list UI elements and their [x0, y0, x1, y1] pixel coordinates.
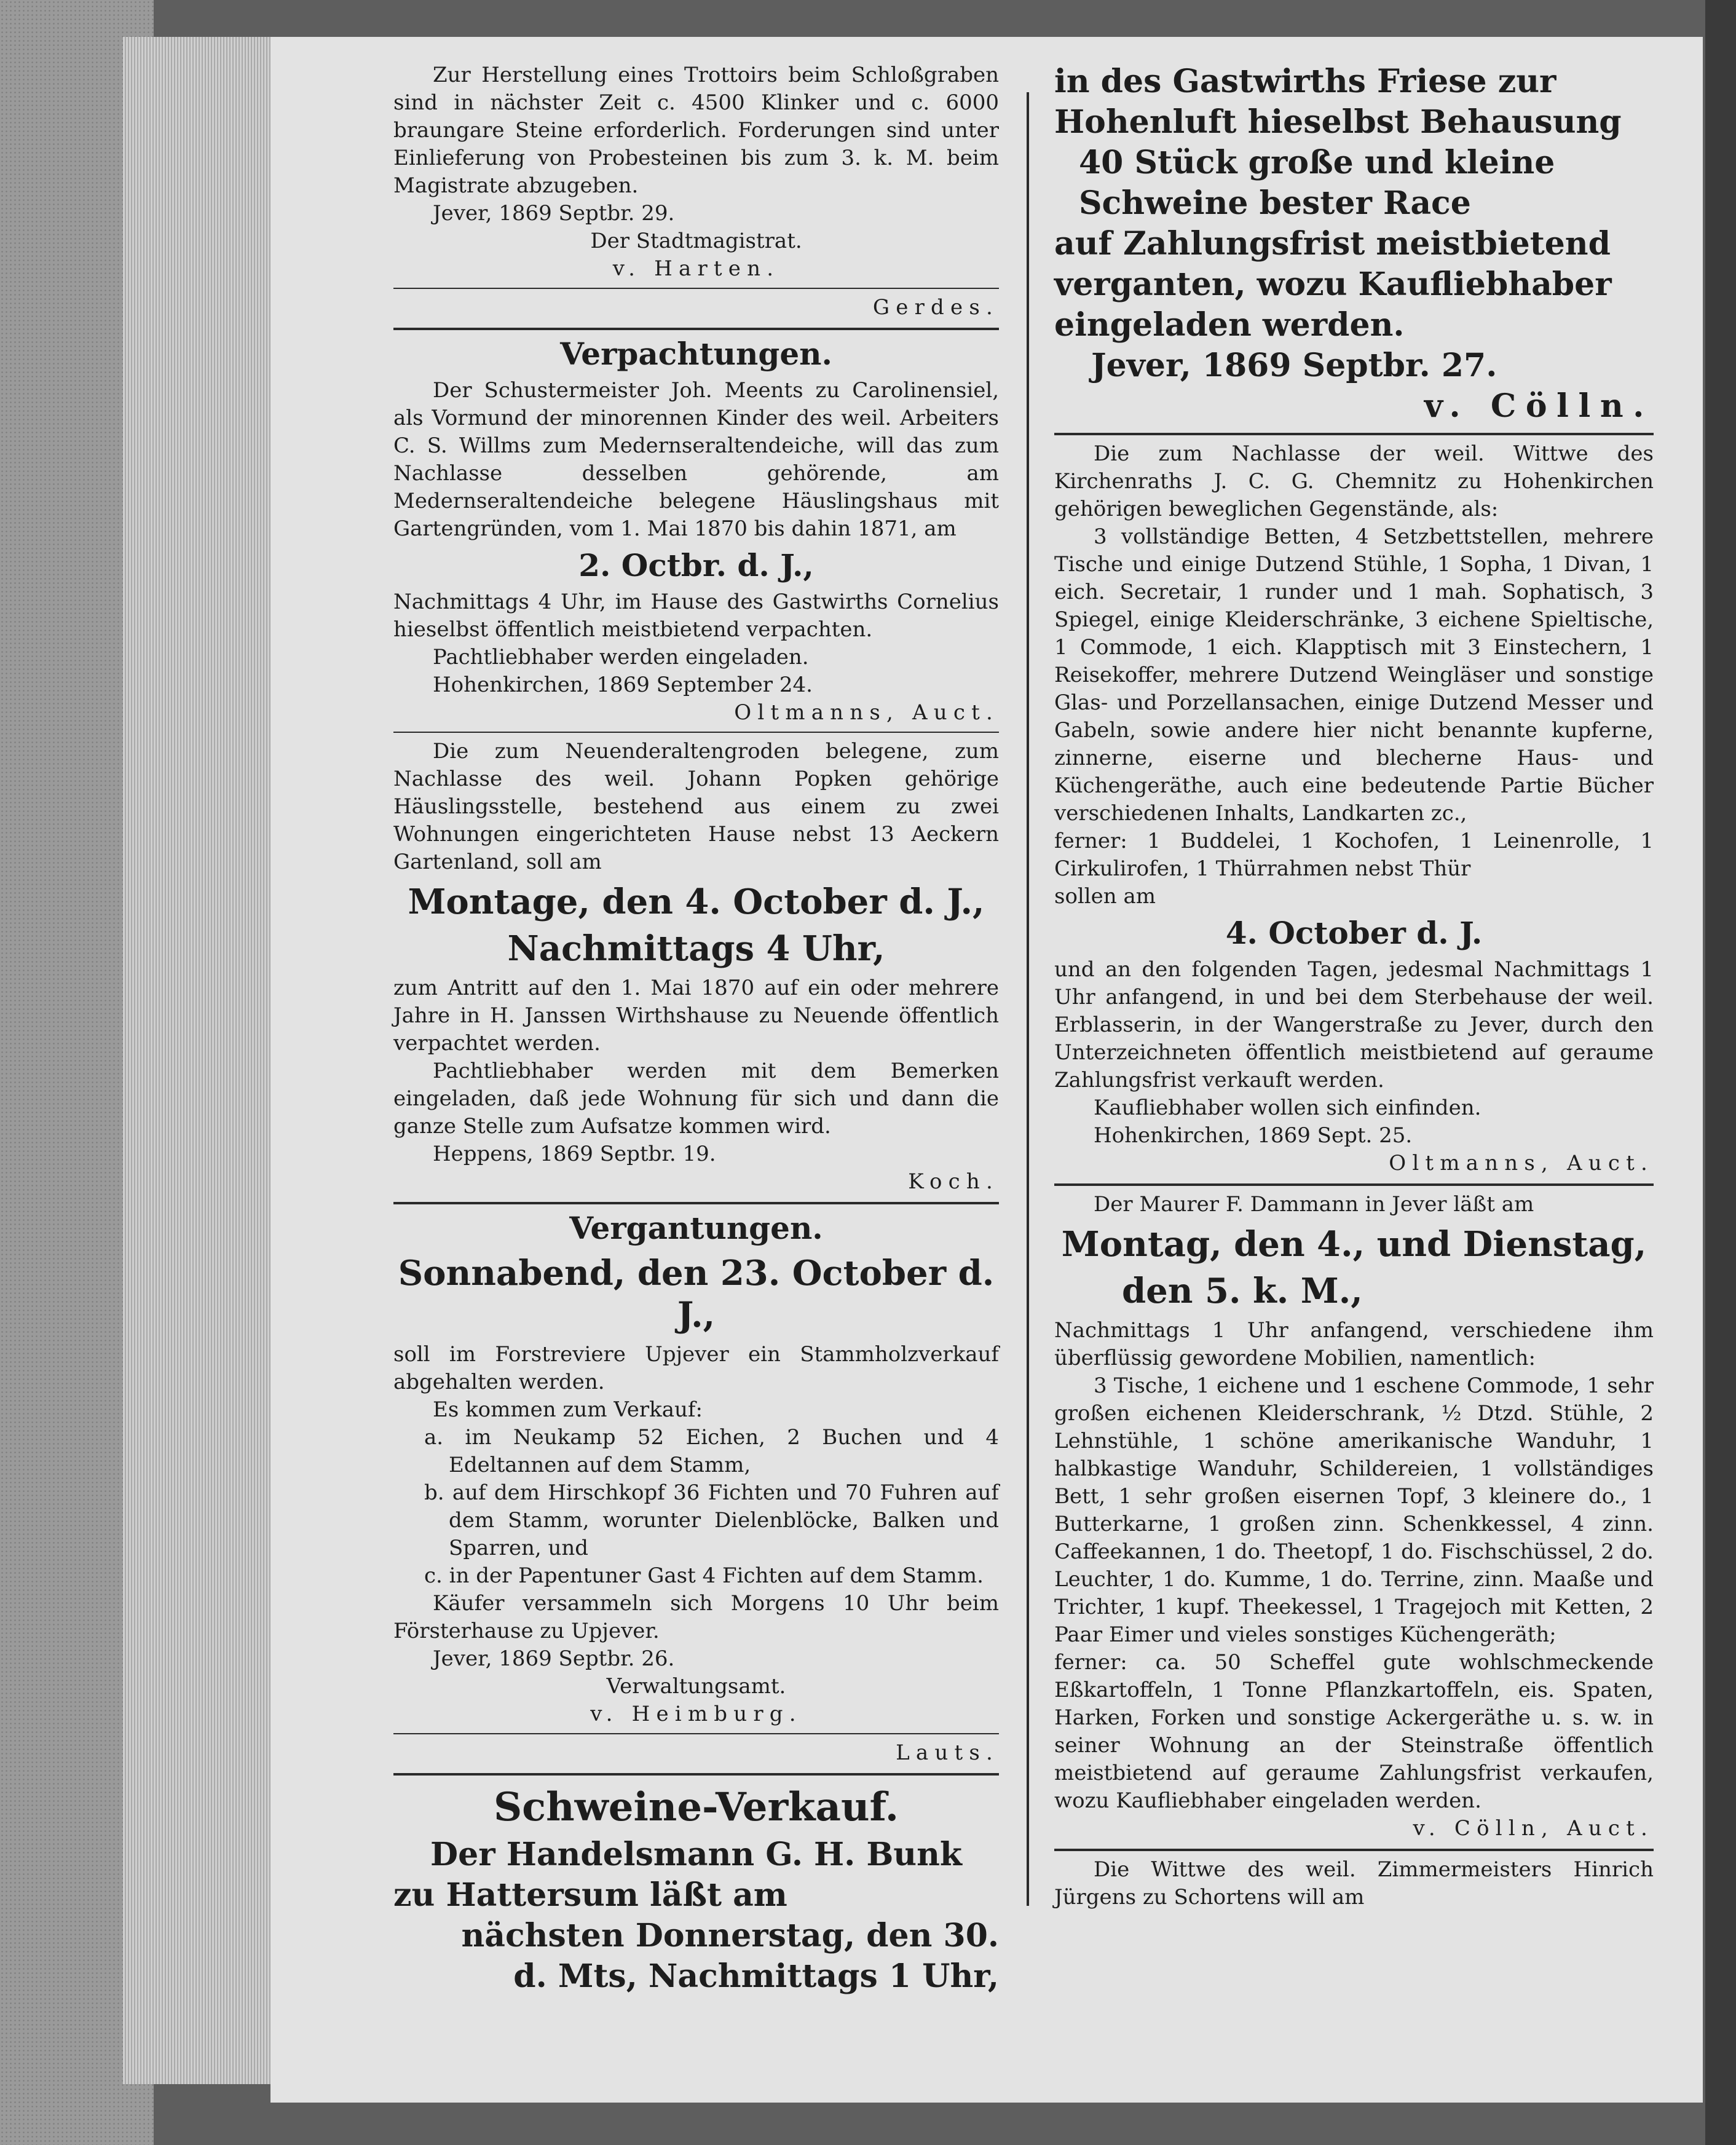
vergantungen-section — [393, 1209, 999, 1767]
chemnitz-text2: und an den folgenden Tagen, jedesmal Nachmittags 1 Uhr anfangend, in und bei dem Sterbehause der weil. Erblasserin, in der Wangerstraße zu Jever, durch den Unterzeichneten öffentlich meistbietend auf geraume Zahlungsfrist verkauft werden. — [1054, 957, 1654, 1092]
section-rule — [1054, 433, 1654, 435]
chemnitz-notice — [1054, 440, 1654, 1177]
dammann-signer: v. Cölln, Auct. — [1413, 1816, 1654, 1841]
rule — [393, 1733, 999, 1734]
notice1-date-heading: 2. Octbr. d. J., — [578, 547, 814, 583]
section-rule — [393, 328, 999, 330]
notice1-text2: Nachmittags 4 Uhr, im Hause des Gastwirths Cornelius hieselbst öffentlich meistbietend verpachten. — [393, 590, 999, 642]
dammann-date-heading-1: Montag, den 4., und Dienstag, — [1061, 1224, 1647, 1265]
vergantungen-meeting: Käufer versammeln sich Morgens 10 Uhr beim Försterhause zu Upjever. — [393, 1591, 999, 1643]
vergantungen-heading: Vergantungen. — [569, 1210, 823, 1246]
vergantungen-text: soll im Forstreviere Upjever ein Stammholzverkauf abgehalten werden. — [393, 1342, 999, 1394]
trottoir-signer: v. Harten. — [612, 256, 780, 281]
schweine-continuation — [1054, 61, 1654, 427]
notice2-signer: Koch. — [908, 1169, 999, 1194]
vergantungen-item: b. auf dem Hirschkopf 36 Fichten und 70 Fuhren auf dem Stamm, worunter Dielenblöcke, Balken und Sparren, und — [424, 1480, 999, 1560]
notice2-text: Die zum Neuenderaltengroden belegene, zum Nachlasse des weil. Johann Popken gehörige Häuslingsstelle, bestehend aus einem zu zwei Wohnungen eingerichteten Hause nebst 13 Aeckern Gartenland, soll am — [393, 739, 999, 874]
dammann-date-heading-2: den 5. k. M., — [1122, 1271, 1363, 1311]
schweine-verkauf-section — [393, 1784, 999, 1997]
trottoir-authority: Der Stadtmagistrat. — [590, 229, 802, 253]
schweine-cont-date: Jever, 1869 Septbr. 27. — [1091, 347, 1497, 384]
chemnitz-invite: Kaufliebhaber wollen sich einfinden. — [1094, 1096, 1482, 1120]
chemnitz-place-date: Hohenkirchen, 1869 Sept. 25. — [1094, 1123, 1413, 1148]
trottoir-date: Jever, 1869 Septbr. 29. — [433, 201, 675, 226]
schweine-line-4: d. Mts, Nachmittags 1 Uhr, — [513, 1957, 999, 1995]
dammann-notice — [1054, 1191, 1654, 1843]
schweine-heading: Schweine-Verkauf. — [493, 1784, 899, 1830]
chemnitz-items: 3 vollständige Betten, 4 Setzbettstellen, mehrere Tische und einige Dutzend Stühle, 1 Sopha, 1 Divan, 1 eich. Secretair, 1 runder und 1 mah. Sophatisch, 3 Spiegel, einige Kleiderschränke, 3 eichene Spieltische, 1 Commode, 1 eich. Klapptisch mit 3 Einstechern, 1 Reisekoffer, mehrere Dutzend Weingläser und sonstige Glas- und Porzellansachen, einige Dutzend Messer und Gabeln, sowie andere hier nicht benannte kupferne, zinnerne, eiserne und blecherne Haus- und Küchengeräthe, auch eine bedeutende Partie Bücher verschiedenen Inhalts, Landkarten zc., — [1054, 524, 1654, 826]
rule — [393, 732, 999, 733]
notice2-date-heading-2: Nachmittags 4 Uhr, — [507, 928, 885, 969]
vergantungen-authority: Verwaltungsamt. — [606, 1674, 786, 1699]
vergantungen-item: a. im Neukamp 52 Eichen, 2 Buchen und 4 Edeltannen auf dem Stamm, — [424, 1425, 999, 1477]
chemnitz-sollen: sollen am — [1054, 884, 1156, 909]
chemnitz-text: Die zum Nachlasse der weil. Wittwe des Kirchenraths J. C. G. Chemnitz zu Hohenkirchen gehörigen beweglichen Gegenstände, als: — [1054, 441, 1654, 521]
schweine-line-3: nächsten Donnerstag, den 30. — [461, 1917, 999, 1954]
notice1-signer: Oltmanns, Auct. — [734, 700, 999, 725]
chemnitz-signer: Oltmanns, Auct. — [1389, 1151, 1654, 1175]
trottoir-notice — [393, 61, 999, 322]
vergantungen-item: c. in der Papentuner Gast 4 Fichten auf dem Stamm. — [424, 1563, 984, 1588]
notice2-place-date: Heppens, 1869 Septbr. 19. — [433, 1142, 716, 1166]
background-right — [1705, 0, 1736, 2145]
notice1-text: Der Schustermeister Joh. Meents zu Carolinensiel, als Vormund der minorennen Kinder des weil. Arbeiters C. S. Willms zum Medernseraltendeiche, will das zum Nachlasse desselben gehörende, am Medernseraltendeiche belegene Häuslingshaus mit Gartengründen, vom 1. Mai 1870 bis dahin 1871, am — [393, 378, 999, 541]
section-rule — [393, 1773, 999, 1776]
notice1-invite: Pachtliebhaber werden eingeladen. — [433, 645, 809, 670]
trottoir-text: Zur Herstellung eines Trottoirs beim Schloßgraben sind in nächster Zeit c. 4500 Klinker und c. 6000 braungare Steine erforderlich. Forderungen sind unter Einlieferung von Probesteinen bis zum 3. k. M. beim Magistrate abzugeben. — [393, 63, 999, 198]
vergantungen-date: Jever, 1869 Septbr. 26. — [433, 1646, 675, 1671]
vergantungen-intro: Es kommen zum Verkauf: — [433, 1397, 703, 1422]
verpachtungen-heading: Verpachtungen. — [560, 336, 832, 372]
vergantungen-signer: v. Heimburg. — [590, 1702, 802, 1726]
right-column — [1054, 61, 1654, 1911]
section-rule — [1054, 1849, 1654, 1851]
notice2-text2: zum Antritt auf den 1. Mai 1870 auf ein oder mehrere Jahre in H. Janssen Wirthshause zu Neuende öffentlich verpachtet werden. — [393, 976, 999, 1056]
schweine-line-1: Der Handelsmann G. H. Bunk — [430, 1836, 962, 1873]
left-column — [393, 61, 999, 1997]
verpachtungen-section — [393, 335, 999, 1196]
schweine-cont-line-2: 40 Stück große und kleine Schweine bester Race — [1079, 144, 1555, 222]
vergantungen-date-heading: Sonnabend, den 23. October d. J., — [398, 1253, 995, 1335]
column-divider — [1027, 92, 1029, 1906]
schweine-cont-signer: v. Cölln. — [1424, 387, 1654, 425]
vergantungen-countersign: Lauts. — [896, 1740, 999, 1765]
schweine-cont-line-1: in des Gastwirths Friese zur Hohenluft hieselbst Behausung — [1054, 63, 1622, 141]
rule — [393, 288, 999, 289]
chemnitz-date-heading: 4. October d. J. — [1225, 915, 1483, 951]
chemnitz-ferner: ferner: 1 Buddelei, 1 Kochofen, 1 Leinenrolle, 1 Cirkulirofen, 1 Thürrahmen nebst Thür — [1054, 829, 1654, 881]
notice1-place-date: Hohenkirchen, 1869 September 24. — [433, 673, 813, 697]
dammann-items: 3 Tische, 1 eichene und 1 eschene Commode, 1 sehr großen eichenen Kleiderschrank, ½ Dtzd. Stühle, 2 Lehnstühle, 1 schöne amerikanische Wanduhr, 1 halbkastige Wanduhr, Schildereien, 1 vollständiges Bett, 1 sehr großen eisernen Topf, 3 kleinere do., 1 Butterkarne, 1 großen zinn. Schenkkessel, 4 zinn. Caffeekannen, 1 do. Theetopf, 1 do. Fischschüssel, 2 do. Leuchter, 1 do. Kumme, 1 do. Terrine, zinn. Maaße und Trichter, 1 kupf. Theekessel, 1 Tragejoch mit Ketten, 2 Paar Eimer und vieles sonstiges Küchengeräth; — [1054, 1373, 1654, 1647]
section-rule — [1054, 1183, 1654, 1186]
juergens-notice — [1054, 1856, 1654, 1911]
notice2-date-heading-1: Montage, den 4. October d. J., — [408, 882, 985, 922]
juergens-text: Die Wittwe des weil. Zimmermeisters Hinrich Jürgens zu Schortens will am — [1054, 1857, 1654, 1910]
dammann-text: Der Maurer F. Dammann in Jever läßt am — [1094, 1192, 1534, 1217]
book-page-edges — [123, 37, 270, 2084]
dammann-ferner: ferner: ca. 50 Scheffel gute wohlschmeckende Eßkartoffeln, 1 Tonne Pflanzkartoffeln, eis. Spaten, Harken, Forken und sonstige Ackergeräthe u. s. w. in seiner Wohnung an der Steinstraße öffentlich meistbietend auf geraume Zahlungsfrist verkaufen, wozu Kaufliebhaber eingeladen werden. — [1054, 1650, 1654, 1813]
schweine-cont-line-3: auf Zahlungsfrist meistbietend verganten, wozu Kaufliebhaber eingeladen werden. — [1054, 225, 1612, 344]
section-rule — [393, 1202, 999, 1204]
notice2-text3: Pachtliebhaber werden mit dem Bemerken eingeladen, daß jede Wohnung für sich und dann die ganze Stelle zum Aufsatze kommen wird. — [393, 1059, 999, 1139]
schweine-line-2: zu Hattersum läßt am — [393, 1876, 787, 1914]
dammann-text2: Nachmittags 1 Uhr anfangend, verschiedene ihm überflüssig gewordene Mobilien, namentlich: — [1054, 1318, 1654, 1370]
trottoir-countersign: Gerdes. — [872, 295, 999, 320]
